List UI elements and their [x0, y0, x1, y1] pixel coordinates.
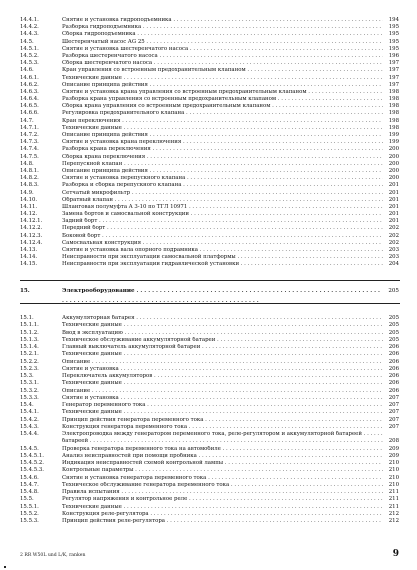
toc-entry-page: 197	[388, 67, 399, 74]
toc-entry-number: 15.3.2.	[20, 387, 39, 394]
toc-entry	[0, 82, 417, 89]
toc-entry-page: 205	[388, 315, 399, 321]
toc-entry	[0, 482, 417, 489]
toc-entry-page: 198	[388, 117, 399, 124]
toc-entry-page: 201	[388, 189, 399, 196]
toc-entry-number: 15.4.5.3.	[20, 467, 45, 474]
toc-entry	[0, 182, 417, 189]
toc-entry-number: 14.12.	[20, 211, 38, 218]
toc-entry	[0, 496, 417, 503]
toc-entry-title: Передний борт . . .	[62, 225, 383, 232]
toc-entry-page: 199	[388, 139, 399, 146]
toc-entry-page: 210	[388, 467, 399, 474]
toc-entry	[0, 424, 417, 431]
toc-entry	[0, 24, 417, 31]
toc-entry-number: 14.6.6.	[20, 110, 39, 117]
toc-entry-page: 195	[388, 45, 399, 52]
toc-entry-number: 15.4.2.	[20, 416, 39, 423]
toc-entry-title: Сборка крана переключения . . .	[62, 154, 383, 161]
toc-entry-title: Принцип действия реле-регулятора . . .	[62, 518, 383, 525]
toc-entry	[0, 118, 417, 125]
section-page: 205	[388, 288, 399, 294]
toc-entry	[0, 254, 417, 261]
toc-entry-title: Описание принципа действия . . .	[62, 132, 383, 139]
toc-entry-title: Разборка крана переключения . . .	[62, 146, 383, 153]
toc-entry-number: 14.10.	[20, 196, 38, 203]
toc-entry-number: 14.6.	[20, 67, 34, 74]
toc-entry	[0, 211, 417, 218]
toc-entry	[0, 388, 417, 395]
toc-entry-page: 202	[388, 239, 399, 246]
toc-entry-title: Боковой борт . . .	[62, 233, 383, 240]
toc-entry	[0, 168, 417, 175]
toc-entry-number: 14.7.5.	[20, 153, 39, 160]
toc-entry-title: Индикация неисправностей схемой контрольной лампы . . .	[62, 460, 383, 467]
toc-entry	[0, 53, 417, 60]
toc-entry-title: Генератор переменного тока . . .	[62, 402, 383, 409]
toc-entry-page: 194	[388, 17, 399, 23]
toc-entry	[0, 132, 417, 139]
toc-entry-title: Снятие и установка генератора переменного тока . . .	[62, 475, 383, 482]
toc-entry-title: Неисправности при эксплуатации самосвальной платформы . . .	[62, 254, 383, 261]
divider-bottom	[20, 303, 400, 304]
toc-entry-title: Снятие и установка . . .	[62, 366, 383, 373]
toc-entry-title: Аккумуляторная батарея . . .	[62, 315, 383, 322]
toc-entry-page: 200	[388, 153, 399, 160]
toc-entry-page: 202	[388, 225, 399, 232]
toc-entry	[0, 409, 417, 416]
toc-entry-page: 195	[388, 38, 399, 45]
toc-entry-number: 15.5.1.	[20, 503, 39, 510]
toc-entry	[0, 467, 417, 474]
toc-entry-page: 197	[388, 60, 399, 67]
toc-entry	[0, 146, 417, 153]
toc-entry-page: 201	[388, 196, 399, 203]
toc-entry-number: 15.4.5.2.	[20, 460, 45, 466]
toc-entry-page: 210	[388, 474, 399, 481]
toc-entry-number: 15.1.1.	[20, 322, 39, 329]
toc-entry-title: Технические данные . . .	[62, 409, 383, 416]
section-title: Электрооборудование . . .	[62, 286, 383, 306]
toc-entry-page: 196	[388, 52, 399, 59]
toc-entry-title: Техническое обслуживание генератора переменного тока . . .	[62, 482, 383, 489]
toc-entry	[0, 453, 417, 460]
toc-entry-title: Регулятор напряжения и контрольное реле . . .	[62, 496, 383, 503]
toc-entry-title: Технические данные . . .	[62, 380, 383, 387]
toc-entry-page: 197	[388, 81, 399, 88]
toc-entry-number: 14.9.	[20, 189, 34, 196]
toc-entry	[0, 75, 417, 82]
toc-entry-page: 201	[388, 211, 399, 218]
toc-entry	[0, 190, 417, 197]
toc-entry-title: Технические данные . . .	[62, 75, 383, 82]
toc-entry-number: 15.1.4.	[20, 344, 39, 350]
toc-entry-page: 210	[388, 460, 399, 466]
toc-entry	[0, 460, 417, 467]
toc-list-part2	[0, 315, 417, 525]
toc-entry-page: 198	[388, 103, 399, 110]
toc-entry-number: 14.12.2.	[20, 225, 43, 232]
footer-note: 2 RR W50L und L/K, ranken	[20, 553, 86, 558]
toc-entry-page: 205	[388, 336, 399, 343]
toc-entry-number: 15.2.2.	[20, 358, 39, 365]
toc-entry-title: Переключатель аккумуляторов . . .	[62, 373, 383, 380]
toc-entry-number: 15.2.1.	[20, 351, 39, 358]
toc-entry-title: Главный выключатель аккумуляторной батареи . . .	[62, 344, 383, 351]
toc-entry-number: 15.4.	[20, 402, 34, 408]
toc-entry	[0, 161, 417, 168]
toc-entry-page: 212	[388, 510, 399, 517]
toc-entry-number: 15.4.5.	[20, 445, 39, 452]
toc-entry-title: Шланговая полумуфта A 3-10 по TГЛ 10971 . . .	[62, 204, 383, 211]
page-number: 9	[392, 549, 399, 559]
toc-entry-page: 204	[388, 261, 399, 268]
toc-entry-number: 14.12.1.	[20, 218, 43, 225]
toc-entry-number: 14.8.2.	[20, 175, 39, 182]
toc-entry-title: Разборка и сборка перепускного клапана . . .	[62, 182, 383, 189]
toc-entry-page: 207	[388, 423, 399, 430]
toc-entry-page: 207	[388, 416, 399, 423]
toc-entry	[0, 154, 417, 161]
toc-entry-title: Снятие и установка гидроподъемника . . .	[62, 17, 383, 24]
toc-entry-page: 201	[388, 203, 399, 210]
toc-entry-number: 14.7.4.	[20, 146, 39, 153]
toc-entry-title: Конструкция реле-регулятора . . .	[62, 511, 383, 518]
toc-entry-page: 211	[388, 503, 399, 510]
toc-entry-page: 199	[388, 132, 399, 138]
toc-entry-page: 206	[388, 365, 399, 372]
toc-entry-title: Обратный клапан . . .	[62, 197, 383, 204]
toc-entry-page: 195	[388, 24, 399, 31]
toc-entry-title: Снятие и установка перепускного клапана . . .	[62, 175, 383, 182]
toc-entry-page: 198	[388, 110, 399, 117]
toc-entry-number: 15.4.3.	[20, 423, 39, 430]
divider-top	[20, 280, 400, 281]
toc-entry-page: 207	[388, 394, 399, 401]
toc-entry-number: 15.1.	[20, 315, 34, 321]
toc-entry-number: 14.7.2.	[20, 132, 39, 138]
toc-entry-page: 206	[388, 344, 399, 350]
toc-entry-page: 200	[388, 167, 399, 174]
toc-entry	[0, 446, 417, 453]
toc-entry	[0, 240, 417, 247]
toc-entry-number: 14.6.1.	[20, 74, 39, 81]
toc-entry-number: 14.6.5.	[20, 103, 39, 110]
toc-entry	[0, 351, 417, 358]
toc-entry	[0, 359, 417, 366]
toc-entry-number: 14.6.2.	[20, 81, 39, 88]
toc-entry-number: 15.1.3.	[20, 336, 39, 343]
toc-entry-page: 195	[388, 31, 399, 38]
toc-entry-title: Самосвальная конструкция . . .	[62, 240, 383, 247]
toc-entry	[0, 366, 417, 373]
toc-entry-title: Конструкция генератора переменного тока . . .	[62, 424, 383, 431]
toc-entry	[0, 218, 417, 225]
toc-entry-page: 200	[388, 160, 399, 167]
toc-entry-title: Кран переключения . . .	[62, 118, 383, 125]
toc-entry	[0, 89, 417, 96]
toc-entry	[0, 225, 417, 232]
toc-entry	[0, 373, 417, 380]
toc-entry-page: 203	[388, 247, 399, 253]
toc-entry-page: 198	[388, 88, 399, 95]
toc-entry	[0, 344, 417, 351]
toc-entry	[0, 511, 417, 518]
toc-entry-number: 14.15.	[20, 261, 38, 268]
toc-entry-page: 205	[388, 329, 399, 336]
toc-entry-page: 198	[388, 96, 399, 103]
toc-entry-page: 210	[388, 481, 399, 488]
toc-entry-number: 15.4.1.	[20, 409, 39, 416]
toc-entry	[0, 322, 417, 329]
toc-entry-title: Технические данные . . .	[62, 351, 383, 358]
toc-entry-page: 206	[388, 351, 399, 358]
toc-entry	[0, 247, 417, 254]
toc-entry-number: 14.14.	[20, 254, 38, 261]
toc-entry-page: 202	[388, 232, 399, 239]
toc-entry-number: 14.7.1.	[20, 124, 39, 131]
toc-entry	[0, 17, 417, 24]
toc-entry	[0, 330, 417, 337]
toc-list-part1	[0, 17, 417, 269]
toc-entry-number: 14.11.	[20, 203, 38, 210]
toc-entry-title: Описание . . .	[62, 388, 383, 395]
toc-entry	[0, 233, 417, 240]
toc-entry-page: 206	[388, 373, 399, 379]
toc-entry-number: 14.12.3.	[20, 232, 43, 239]
toc-entry-number: 14.8.3.	[20, 182, 39, 189]
toc-entry-page: 198	[388, 124, 399, 131]
toc-entry	[0, 39, 417, 46]
toc-entry-title: Технические данные . . .	[62, 125, 383, 132]
toc-entry-title: Анализ неисправностей при помощи пробника . . .	[62, 453, 383, 460]
toc-entry-title: Снятие и установка крана управления со встроенным предохранительным клапаном . . .	[62, 89, 383, 96]
toc-entry-title: Технические данные . . .	[62, 322, 383, 329]
toc-entry-title: Снятие и установка вала опорного подрамника . . .	[62, 247, 383, 254]
toc-entry-page: 201	[388, 218, 399, 225]
toc-entry-title: Электропроводка между генератором переменного тока, реле-регулятором и аккумуляторной батареей . . .	[62, 431, 383, 438]
toc-entry	[0, 67, 417, 74]
toc-entry-number: 15.3.3.	[20, 394, 39, 401]
toc-entry-page: 207	[388, 409, 399, 416]
toc-entry	[0, 337, 417, 344]
toc-entry	[0, 518, 417, 525]
toc-entry-page: 206	[388, 387, 399, 394]
toc-entry-number: 15.5.3.	[20, 518, 39, 524]
toc-entry-number: 15.4.7.	[20, 481, 39, 488]
toc-entry-number: 15.5.	[20, 496, 34, 503]
toc-entry-title: Сборка шестеренчатого насоса . . .	[62, 60, 383, 67]
toc-entry-title: Описание . . .	[62, 359, 383, 366]
toc-entry-number: 14.5.	[20, 38, 34, 45]
toc-entry	[0, 96, 417, 103]
toc-entry-number: 14.5.2.	[20, 52, 39, 59]
toc-entry	[0, 417, 417, 424]
toc-entry-title: Кран управления со встроенным предохранительным клапаном . . .	[62, 67, 383, 74]
toc-entry-title: Сборка крана управления со встроенным предохранительным клапаном . . .	[62, 103, 383, 110]
toc-entry	[0, 489, 417, 496]
toc-entry-number: 14.6.4.	[20, 96, 39, 103]
toc-entry	[0, 261, 417, 268]
toc-entry-title: Замена бортов и самосвальной конструкции . . .	[62, 211, 383, 218]
toc-entry-page: 200	[388, 175, 399, 182]
toc-entry-title: Снятие и установка шестеренчатого насоса . . .	[62, 46, 383, 53]
toc-entry-title: Описание принципа действия . . .	[62, 82, 383, 89]
toc-entry	[0, 110, 417, 117]
toc-entry	[0, 139, 417, 146]
toc-entry-title: Техническое обслуживание аккумуляторной батареи . . .	[62, 337, 383, 344]
toc-entry-number: 14.13.	[20, 247, 38, 253]
toc-entry-page: 206	[388, 380, 399, 387]
toc-entry-number: 14.8.1.	[20, 167, 39, 174]
toc-entry-title: Разборка шестеренчатого насоса . . .	[62, 53, 383, 60]
toc-entry-title: Разборка крана управления со встроенным предохранительным клапаном . . .	[62, 96, 383, 103]
toc-entry-page: 208	[388, 438, 399, 445]
toc-entry	[0, 175, 417, 182]
toc-entry-page: 211	[388, 489, 399, 495]
toc-entry-number: 15.4.6.	[20, 474, 39, 481]
toc-entry-page: 203	[388, 254, 399, 261]
toc-entry-title: Технические данные . . .	[62, 504, 383, 511]
toc-entry-number: 14.5.1.	[20, 45, 39, 52]
toc-entry-number: 15.3.	[20, 373, 34, 379]
toc-entry-number: 15.5.2.	[20, 510, 39, 517]
toc-entry	[0, 395, 417, 402]
toc-entry	[0, 475, 417, 482]
toc-entry-title: батареей . . .	[62, 438, 383, 445]
toc-entry-number: 14.12.4.	[20, 239, 43, 246]
toc-entry	[0, 204, 417, 211]
section-heading	[0, 286, 417, 296]
toc-entry	[0, 31, 417, 38]
toc-entry-number: 14.4.3.	[20, 31, 39, 38]
toc-entry-number: 14.6.3.	[20, 88, 39, 95]
toc-entry	[0, 103, 417, 110]
toc-entry-number: 15.3.1.	[20, 380, 39, 387]
toc-entry-number: 15.4.8.	[20, 489, 39, 495]
toc-entry-page: 197	[388, 74, 399, 81]
toc-entry-title: Сетчатый микрофильтр . . .	[62, 190, 383, 197]
toc-entry-number: 14.4.2.	[20, 24, 39, 31]
toc-entry-title: Контрольные параметры . . .	[62, 467, 383, 474]
toc-entry-number: 15.1.2.	[20, 329, 39, 336]
toc-entry-title: Сборка гидроподъемника . . .	[62, 31, 383, 38]
toc-entry-title: Снятие и установка крана переключения . . .	[62, 139, 383, 146]
toc-entry	[0, 402, 417, 409]
toc-entry-title: Разборка гидроподъемника . . .	[62, 24, 383, 31]
scan-mark	[4, 566, 6, 568]
toc-entry-title: Снятие и установка . . .	[62, 395, 383, 402]
toc-entry-page: 201	[388, 182, 399, 189]
toc-entry-title: Правила испытания . . .	[62, 489, 383, 496]
toc-entry-page: 207	[388, 402, 399, 408]
toc-entry	[0, 504, 417, 511]
toc-entry-page: 200	[388, 146, 399, 153]
toc-entry-number: 14.7.	[20, 117, 34, 124]
toc-entry-page: 209	[388, 452, 399, 459]
toc-entry-number: 14.5.3.	[20, 60, 39, 67]
section-number: 15.	[20, 288, 30, 294]
toc-entry-page: 205	[388, 322, 399, 329]
toc-entry-number: 14.4.1.	[20, 17, 39, 23]
toc-entry-page: 206	[388, 358, 399, 365]
toc-entry-title: Задний борт . . .	[62, 218, 383, 225]
toc-entry	[0, 46, 417, 53]
toc-entry-page: 211	[388, 496, 399, 503]
toc-entry-title: Шестеренчатый насос AG 25 . . .	[62, 39, 383, 46]
toc-entry	[0, 125, 417, 132]
toc-entry-number: 15.4.5.1.	[20, 452, 45, 459]
toc-entry-title: Принцип действия генератора переменного тока . . .	[62, 417, 383, 424]
toc-entry	[0, 431, 417, 438]
toc-entry	[0, 60, 417, 67]
toc-entry	[0, 438, 417, 445]
toc-entry-page: 212	[388, 518, 399, 524]
toc-entry-title: Неисправности при эксплуатации гидравлической установки . . .	[62, 261, 383, 268]
toc-entry-title: Проверка генератора переменного тока на автомобиле . . .	[62, 446, 383, 453]
toc-entry-number: 14.7.3.	[20, 139, 39, 146]
toc-entry	[0, 197, 417, 204]
toc-entry-page: 209	[388, 445, 399, 452]
toc-entry-number: 15.2.3.	[20, 365, 39, 372]
toc-entry	[0, 315, 417, 322]
toc-entry-title: Регулировка предохранительного клапана . . .	[62, 110, 383, 117]
toc-entry-title: Ввод в эксплуатацию . . .	[62, 330, 383, 337]
toc-entry-title: Описание принципа действия . . .	[62, 168, 383, 175]
toc-entry-title: Перепускной клапан . . .	[62, 161, 383, 168]
toc-entry	[0, 380, 417, 387]
toc-entry-number: 14.8.	[20, 160, 34, 167]
toc-entry-number: 15.4.4.	[20, 431, 39, 437]
